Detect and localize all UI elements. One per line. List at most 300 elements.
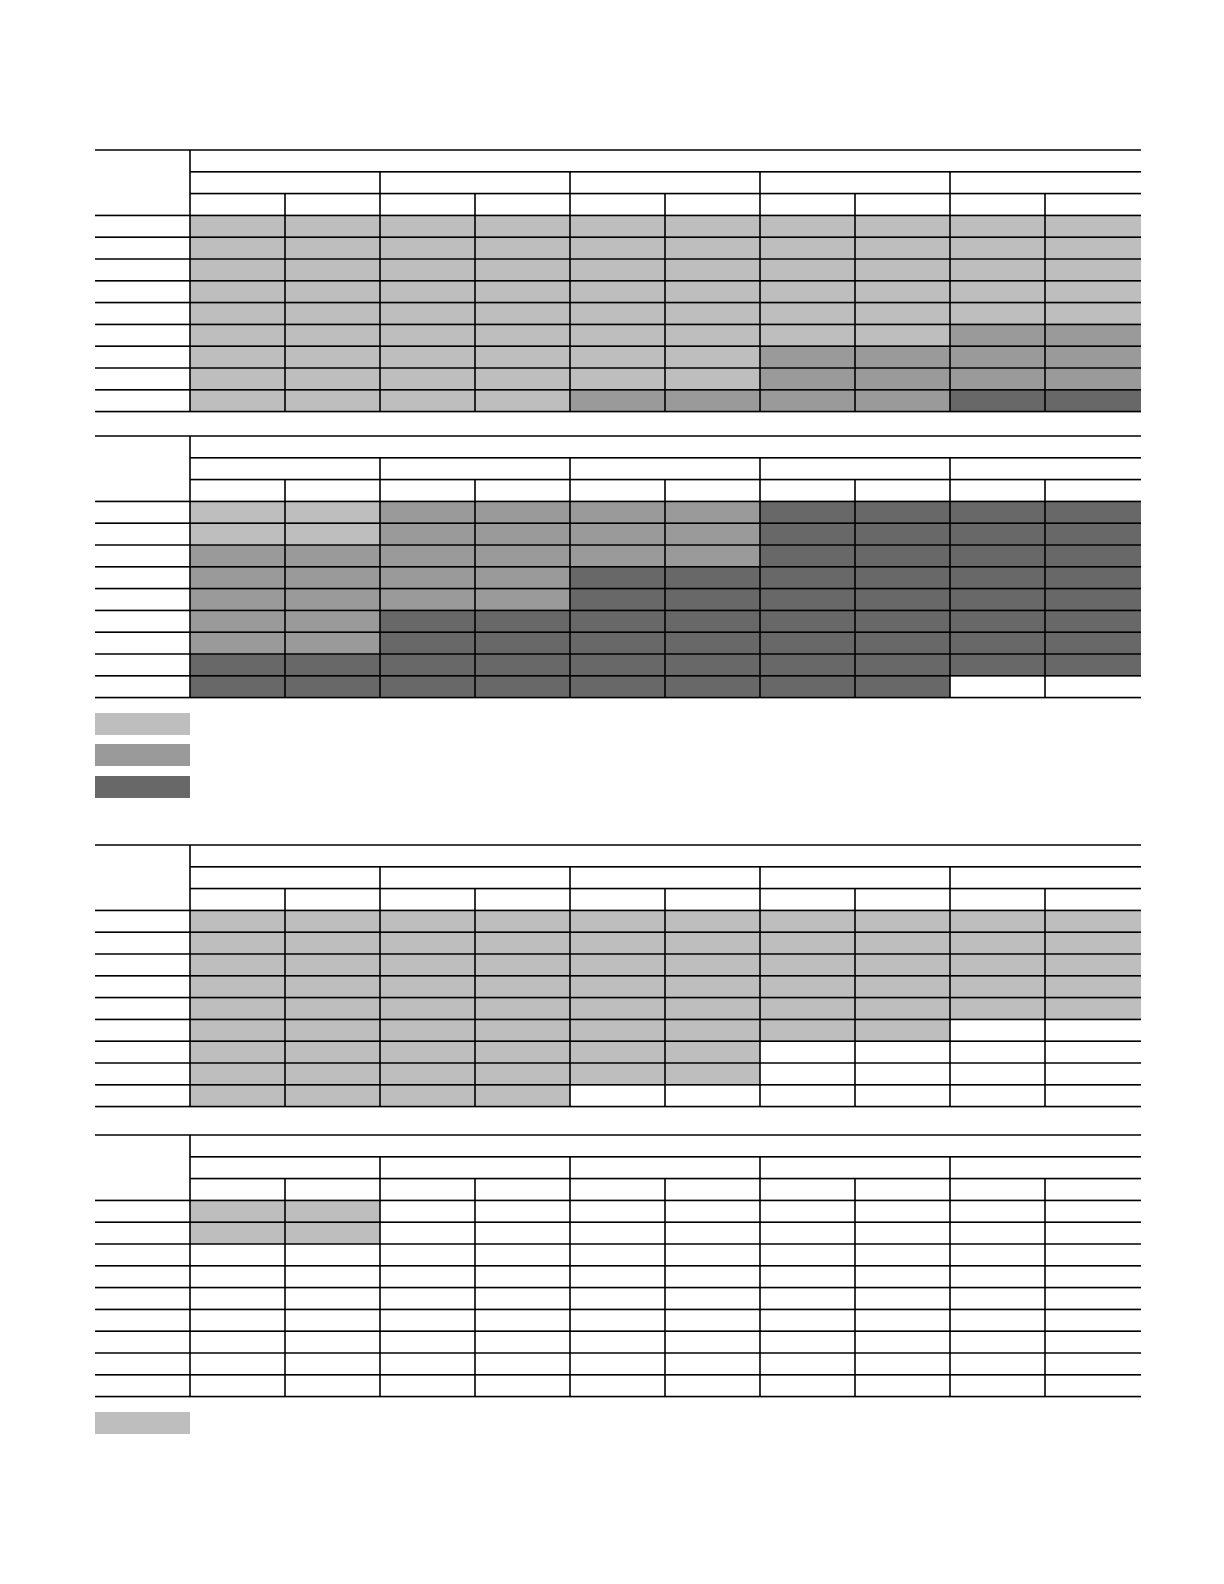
grid-cell xyxy=(760,1085,855,1107)
grid-cell xyxy=(1045,1222,1141,1244)
grid-cell xyxy=(760,910,855,932)
grid-cell xyxy=(190,281,285,303)
grid-cell xyxy=(760,390,855,412)
grid-cell xyxy=(475,259,570,281)
grid-cell xyxy=(1045,998,1141,1020)
grid-cell xyxy=(475,324,570,346)
grid-cell xyxy=(760,932,855,954)
grid-cell xyxy=(760,589,855,611)
grid-cell xyxy=(1045,1244,1141,1266)
grid-cell xyxy=(190,501,285,523)
grid-cell xyxy=(570,976,665,998)
grid-cell xyxy=(570,259,665,281)
grid-cell xyxy=(380,324,475,346)
grid-cell xyxy=(760,954,855,976)
grid-cell xyxy=(855,303,950,325)
grid-cell xyxy=(855,324,950,346)
grid-cell xyxy=(665,567,760,589)
grid-cell xyxy=(855,589,950,611)
grid-cell xyxy=(190,632,285,654)
grid-cell xyxy=(380,368,475,390)
grid-cell xyxy=(760,1353,855,1375)
grid-cell xyxy=(855,1331,950,1353)
grid-cell xyxy=(380,976,475,998)
grid-cell xyxy=(950,654,1045,676)
grid-cell xyxy=(285,303,380,325)
grid-cell xyxy=(1045,237,1141,259)
grid-cell xyxy=(950,1019,1045,1041)
grid-cell xyxy=(380,610,475,632)
grid-cell xyxy=(190,676,285,698)
grid-cell xyxy=(855,1309,950,1331)
grid-cell xyxy=(950,390,1045,412)
grid-cell xyxy=(190,610,285,632)
grid-cell xyxy=(855,1353,950,1375)
grid-cell xyxy=(475,589,570,611)
grid-cell xyxy=(855,910,950,932)
grid-cell xyxy=(570,610,665,632)
grid-cell xyxy=(570,523,665,545)
grid-cell xyxy=(1045,1063,1141,1085)
grid-cell xyxy=(855,390,950,412)
grid-cell xyxy=(760,610,855,632)
grid-cell xyxy=(475,910,570,932)
grid-cell xyxy=(380,1353,475,1375)
grid-cell xyxy=(570,237,665,259)
grid-cell xyxy=(1045,1288,1141,1310)
grid-cell xyxy=(380,910,475,932)
grid-cell xyxy=(760,1222,855,1244)
grid-cell xyxy=(665,1266,760,1288)
grid-cell xyxy=(570,589,665,611)
grid-cell xyxy=(570,654,665,676)
grid-cell xyxy=(570,1266,665,1288)
grid-cell xyxy=(760,632,855,654)
grid-cell xyxy=(380,589,475,611)
grid-cell xyxy=(190,1244,285,1266)
grid-cell xyxy=(950,259,1045,281)
grid-cell xyxy=(285,932,380,954)
grid-cell xyxy=(190,1041,285,1063)
grid-cell xyxy=(665,1041,760,1063)
grid-cell xyxy=(760,1041,855,1063)
grid-cell xyxy=(380,1063,475,1085)
grid-cell xyxy=(760,1063,855,1085)
grid-cell xyxy=(665,215,760,237)
grid-cell xyxy=(570,1288,665,1310)
grid-cell xyxy=(1045,610,1141,632)
grid-cell xyxy=(665,346,760,368)
grid-cell xyxy=(1045,589,1141,611)
grid-cell xyxy=(570,632,665,654)
grid-cell xyxy=(760,215,855,237)
grid-cell xyxy=(380,654,475,676)
grid-cell xyxy=(570,910,665,932)
grid-cell xyxy=(950,237,1045,259)
grid-cell xyxy=(190,567,285,589)
grid-cell xyxy=(380,567,475,589)
grid-cell xyxy=(285,654,380,676)
grid-cell xyxy=(665,281,760,303)
grid-cell xyxy=(1045,1309,1141,1331)
grid-cell xyxy=(285,1309,380,1331)
legend-swatch-dark xyxy=(95,776,190,798)
grid-cell xyxy=(950,324,1045,346)
grid-cell xyxy=(950,910,1045,932)
legend-swatch-medium xyxy=(95,744,190,766)
grid-cell xyxy=(380,1266,475,1288)
grid-cell xyxy=(380,1200,475,1222)
grid-cell xyxy=(665,654,760,676)
grid-cell xyxy=(665,1222,760,1244)
grid-cell xyxy=(1045,1353,1141,1375)
grid-cell xyxy=(855,654,950,676)
grid-cell xyxy=(285,976,380,998)
grid-cell xyxy=(665,1063,760,1085)
grid-cell xyxy=(380,501,475,523)
grid-cell xyxy=(950,976,1045,998)
grid-cell xyxy=(285,567,380,589)
grid-cell xyxy=(855,1288,950,1310)
grid-cell xyxy=(190,1331,285,1353)
legend-swatch-light xyxy=(95,713,190,735)
legend-swatch-light-lower xyxy=(95,1412,190,1434)
grid-cell xyxy=(1045,545,1141,567)
grid-cell xyxy=(285,1331,380,1353)
grid-cell xyxy=(380,1288,475,1310)
grid-cell xyxy=(285,954,380,976)
grid-cell xyxy=(285,281,380,303)
grid-cell xyxy=(760,545,855,567)
grid-cell xyxy=(855,1041,950,1063)
grid-cell xyxy=(190,545,285,567)
grid-cell xyxy=(950,1288,1045,1310)
grid-cell xyxy=(475,545,570,567)
grid-cell xyxy=(760,1266,855,1288)
grid-cell xyxy=(950,1266,1045,1288)
grid-cell xyxy=(665,1244,760,1266)
grid-cell xyxy=(855,932,950,954)
grid-cell xyxy=(285,368,380,390)
grid-cell xyxy=(285,1288,380,1310)
grid-cell xyxy=(475,654,570,676)
grid-cell xyxy=(570,368,665,390)
grid-cell xyxy=(1045,954,1141,976)
grid-cell xyxy=(285,215,380,237)
grid-cell xyxy=(570,324,665,346)
grid-cell xyxy=(475,1353,570,1375)
grid-cell xyxy=(855,676,950,698)
grid-cell xyxy=(380,1085,475,1107)
grid-cell xyxy=(285,676,380,698)
grid-cell xyxy=(760,1019,855,1041)
grid-cell xyxy=(1045,1019,1141,1041)
grid-cell xyxy=(475,346,570,368)
grid-cell xyxy=(855,237,950,259)
grid-cell xyxy=(190,346,285,368)
grid-cell xyxy=(855,1222,950,1244)
grid-cell xyxy=(285,998,380,1020)
grid-cell xyxy=(475,390,570,412)
grid-cell xyxy=(570,1222,665,1244)
grid-cell xyxy=(950,215,1045,237)
grid-cell xyxy=(190,932,285,954)
grid-cell xyxy=(380,390,475,412)
grid-cell xyxy=(1045,346,1141,368)
grid-cell xyxy=(285,259,380,281)
grid-cell xyxy=(190,324,285,346)
grid-cell xyxy=(570,1200,665,1222)
grid-cell xyxy=(950,1244,1045,1266)
grid-cell xyxy=(665,259,760,281)
grid-cell xyxy=(570,1019,665,1041)
grid-cell xyxy=(950,954,1045,976)
grid-cell xyxy=(665,545,760,567)
grid-cell xyxy=(855,610,950,632)
grid-cell xyxy=(570,545,665,567)
grid-cell xyxy=(190,1309,285,1331)
grid-cell xyxy=(380,1019,475,1041)
grid-cell xyxy=(855,567,950,589)
grid-cell xyxy=(190,1353,285,1375)
grid-cell xyxy=(1045,368,1141,390)
grid-cell xyxy=(760,1331,855,1353)
grid-cell xyxy=(665,1200,760,1222)
grid-cell xyxy=(950,1041,1045,1063)
grid-cell xyxy=(665,998,760,1020)
grid-cell xyxy=(855,1063,950,1085)
grid-cell xyxy=(475,567,570,589)
grid-cell xyxy=(760,324,855,346)
grid-cell xyxy=(285,1085,380,1107)
grid-cell xyxy=(855,1085,950,1107)
grid-cell xyxy=(665,932,760,954)
grid-cell xyxy=(1045,932,1141,954)
grid-cell xyxy=(475,1019,570,1041)
grid-cell xyxy=(475,998,570,1020)
grid-cell xyxy=(855,281,950,303)
grid-cell xyxy=(285,1222,380,1244)
grid-cell xyxy=(760,1309,855,1331)
grid-cell xyxy=(380,1309,475,1331)
grid-cell xyxy=(665,589,760,611)
grid-cell xyxy=(190,215,285,237)
grid-cell xyxy=(760,1244,855,1266)
grid-cell xyxy=(190,976,285,998)
grid-cell xyxy=(570,1353,665,1375)
grid-cell xyxy=(285,1019,380,1041)
grid-cell xyxy=(950,1063,1045,1085)
grid-cell xyxy=(285,610,380,632)
grid-cell xyxy=(475,976,570,998)
grid-cell xyxy=(855,954,950,976)
grid-cell xyxy=(380,998,475,1020)
grid-cell xyxy=(285,523,380,545)
grid-cell xyxy=(950,676,1045,698)
grid-cell xyxy=(1045,632,1141,654)
grid-cell xyxy=(475,1375,570,1397)
grid-cell xyxy=(1045,259,1141,281)
grid-cell xyxy=(760,237,855,259)
grid-cell xyxy=(1045,567,1141,589)
grid-cell xyxy=(285,632,380,654)
grid-cell xyxy=(190,1375,285,1397)
grid-cell xyxy=(380,215,475,237)
grid-cell xyxy=(950,567,1045,589)
grid-cell xyxy=(855,523,950,545)
grid-cell xyxy=(570,998,665,1020)
grid-cell xyxy=(380,1331,475,1353)
grid-cell xyxy=(950,1353,1045,1375)
grid-cell xyxy=(475,1244,570,1266)
grid-cell xyxy=(1045,1085,1141,1107)
grid-cell xyxy=(475,1085,570,1107)
grid-cell xyxy=(760,303,855,325)
grid-cell xyxy=(950,346,1045,368)
grid-cell xyxy=(760,1375,855,1397)
grid-cell xyxy=(285,1063,380,1085)
grid-cell xyxy=(665,303,760,325)
grid-cell xyxy=(950,523,1045,545)
grid-cell xyxy=(190,910,285,932)
grid-cell xyxy=(475,1222,570,1244)
grid-cell xyxy=(855,1375,950,1397)
grid-cell xyxy=(190,390,285,412)
grid-cell xyxy=(665,676,760,698)
grid-cell xyxy=(190,654,285,676)
grid-cell xyxy=(190,368,285,390)
grid-cell xyxy=(950,368,1045,390)
grid-cell xyxy=(950,1309,1045,1331)
grid-cell xyxy=(950,932,1045,954)
grid-cell xyxy=(855,215,950,237)
grid-cell xyxy=(950,1200,1045,1222)
grid-cell xyxy=(190,1222,285,1244)
grid-cell xyxy=(475,610,570,632)
grid-cell xyxy=(760,259,855,281)
grid-cell xyxy=(855,545,950,567)
grid-cell xyxy=(380,1041,475,1063)
grid-cell xyxy=(380,523,475,545)
grid-cell xyxy=(855,368,950,390)
grid-cell xyxy=(285,1375,380,1397)
grid-cell xyxy=(950,545,1045,567)
grid-cell xyxy=(190,303,285,325)
grid-cell xyxy=(760,1288,855,1310)
grid-cell xyxy=(475,1063,570,1085)
grid-cell xyxy=(1045,390,1141,412)
grid-cell xyxy=(380,303,475,325)
grid-cell xyxy=(285,1266,380,1288)
grid-cell xyxy=(665,324,760,346)
grid-cell xyxy=(380,346,475,368)
grid-cell xyxy=(380,545,475,567)
grid-cell xyxy=(760,346,855,368)
grid-cell xyxy=(190,523,285,545)
grid-cell xyxy=(855,1200,950,1222)
grid-cell xyxy=(190,1266,285,1288)
grid-cell xyxy=(190,589,285,611)
grid-cell xyxy=(570,501,665,523)
grid-cell xyxy=(475,1309,570,1331)
grid-cell xyxy=(950,610,1045,632)
grid-cell xyxy=(380,954,475,976)
grid-cell xyxy=(665,954,760,976)
grid-cell xyxy=(475,1331,570,1353)
grid-cell xyxy=(760,567,855,589)
grid-cell xyxy=(760,501,855,523)
grid-cell xyxy=(950,501,1045,523)
grid-cell xyxy=(570,346,665,368)
grid-cell xyxy=(285,1353,380,1375)
grid-cell xyxy=(665,1309,760,1331)
grid-cell xyxy=(855,501,950,523)
grid-cell xyxy=(380,632,475,654)
grid-cell xyxy=(475,237,570,259)
grid-cell xyxy=(380,237,475,259)
grid-cell xyxy=(760,281,855,303)
grid-cell xyxy=(665,1331,760,1353)
grid-cell xyxy=(665,390,760,412)
grid-cell xyxy=(475,215,570,237)
grid-cell xyxy=(570,1331,665,1353)
grid-cell xyxy=(1045,1375,1141,1397)
grid-cell xyxy=(190,1063,285,1085)
grid-cell xyxy=(475,1200,570,1222)
grid-cell xyxy=(570,1041,665,1063)
grid-cell xyxy=(190,1019,285,1041)
grid-cell xyxy=(950,1085,1045,1107)
grid-cell xyxy=(285,1244,380,1266)
grid-cell xyxy=(855,1266,950,1288)
grid-cell xyxy=(285,1041,380,1063)
grid-cell xyxy=(380,1375,475,1397)
grid-cell xyxy=(475,676,570,698)
grid-cell xyxy=(570,954,665,976)
grid-cell xyxy=(855,346,950,368)
grid-cell xyxy=(570,1063,665,1085)
grid-cell xyxy=(855,1244,950,1266)
grid-cell xyxy=(950,589,1045,611)
grid-cell xyxy=(570,1085,665,1107)
grid-cell xyxy=(475,368,570,390)
grid-cell xyxy=(665,1288,760,1310)
grid-cell xyxy=(665,1353,760,1375)
grid-cell xyxy=(570,567,665,589)
grid-cell xyxy=(760,976,855,998)
grid-cell xyxy=(855,1019,950,1041)
grid-cell xyxy=(950,998,1045,1020)
grid-cell xyxy=(380,259,475,281)
grid-cell xyxy=(475,1041,570,1063)
grid-cell xyxy=(1045,1200,1141,1222)
grid-cell xyxy=(380,1244,475,1266)
grid-cell xyxy=(1045,281,1141,303)
grid-cell xyxy=(1045,501,1141,523)
grid-cell xyxy=(760,1200,855,1222)
grid-cell xyxy=(190,259,285,281)
grid-cell xyxy=(475,281,570,303)
grid-cell xyxy=(380,281,475,303)
grid-cell xyxy=(190,954,285,976)
grid-cell xyxy=(285,390,380,412)
grid-cell xyxy=(950,281,1045,303)
grid-cell xyxy=(380,676,475,698)
grid-cell xyxy=(190,998,285,1020)
grid-cell xyxy=(665,976,760,998)
grid-cell xyxy=(285,346,380,368)
grid-cell xyxy=(950,303,1045,325)
